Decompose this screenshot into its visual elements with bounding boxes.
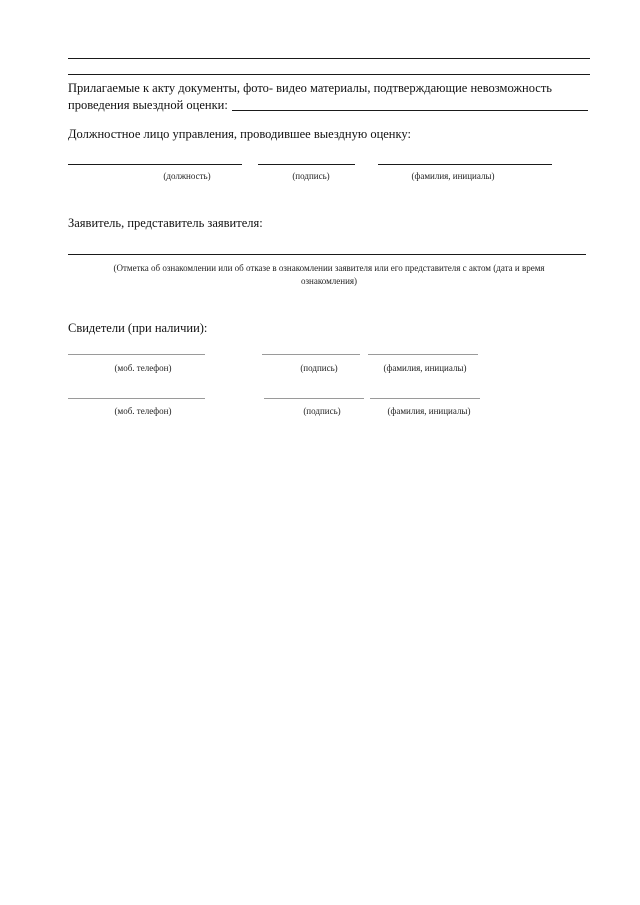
witness-2-signature-caption: (подпись) <box>303 406 341 416</box>
witness-1-name-line[interactable] <box>368 354 478 355</box>
applicant-note-line-1: (Отметка об ознакомлении или об отказе в ознакомлении заявителя или его представителя с актом (дата и время <box>113 263 545 273</box>
witness-1-phone-caption: (моб. телефон) <box>114 363 172 373</box>
official-name-caption: (фамилия, инициалы) <box>411 171 495 181</box>
witness-1-name-caption: (фамилия, инициалы) <box>383 363 467 373</box>
witness-1-signature-caption: (подпись) <box>300 363 338 373</box>
witness-2-name-caption: (фамилия, инициалы) <box>387 406 471 416</box>
witness-2-name-line[interactable] <box>370 398 480 399</box>
witness-2-phone-line[interactable] <box>68 398 205 399</box>
applicant-heading: Заявитель, представитель заявителя: <box>68 216 263 230</box>
top-rule-1 <box>68 58 590 59</box>
official-name-line[interactable] <box>378 164 552 165</box>
official-signature-line[interactable] <box>258 164 355 165</box>
official-signature-caption: (подпись) <box>292 171 330 181</box>
official-heading: Должностное лицо управления, проводившее выездную оценку: <box>68 127 411 141</box>
witness-2-phone-caption: (моб. телефон) <box>114 406 172 416</box>
official-position-caption: (должность) <box>163 171 211 181</box>
applicant-fill-line[interactable] <box>68 254 586 255</box>
witnesses-heading: Свидетели (при наличии): <box>68 321 208 335</box>
attachments-fill-line[interactable] <box>232 110 588 111</box>
official-position-line[interactable] <box>68 164 242 165</box>
top-rule-2 <box>68 74 590 75</box>
attachments-line-2: проведения выездной оценки: <box>68 98 228 112</box>
applicant-note-line-2: ознакомления) <box>300 276 358 286</box>
witness-1-phone-line[interactable] <box>68 354 205 355</box>
attachments-line-1: Прилагаемые к акту документы, фото- видео материалы, подтверждающие невозможность <box>68 81 552 95</box>
witness-2-signature-line[interactable] <box>264 398 364 399</box>
witness-1-signature-line[interactable] <box>262 354 360 355</box>
